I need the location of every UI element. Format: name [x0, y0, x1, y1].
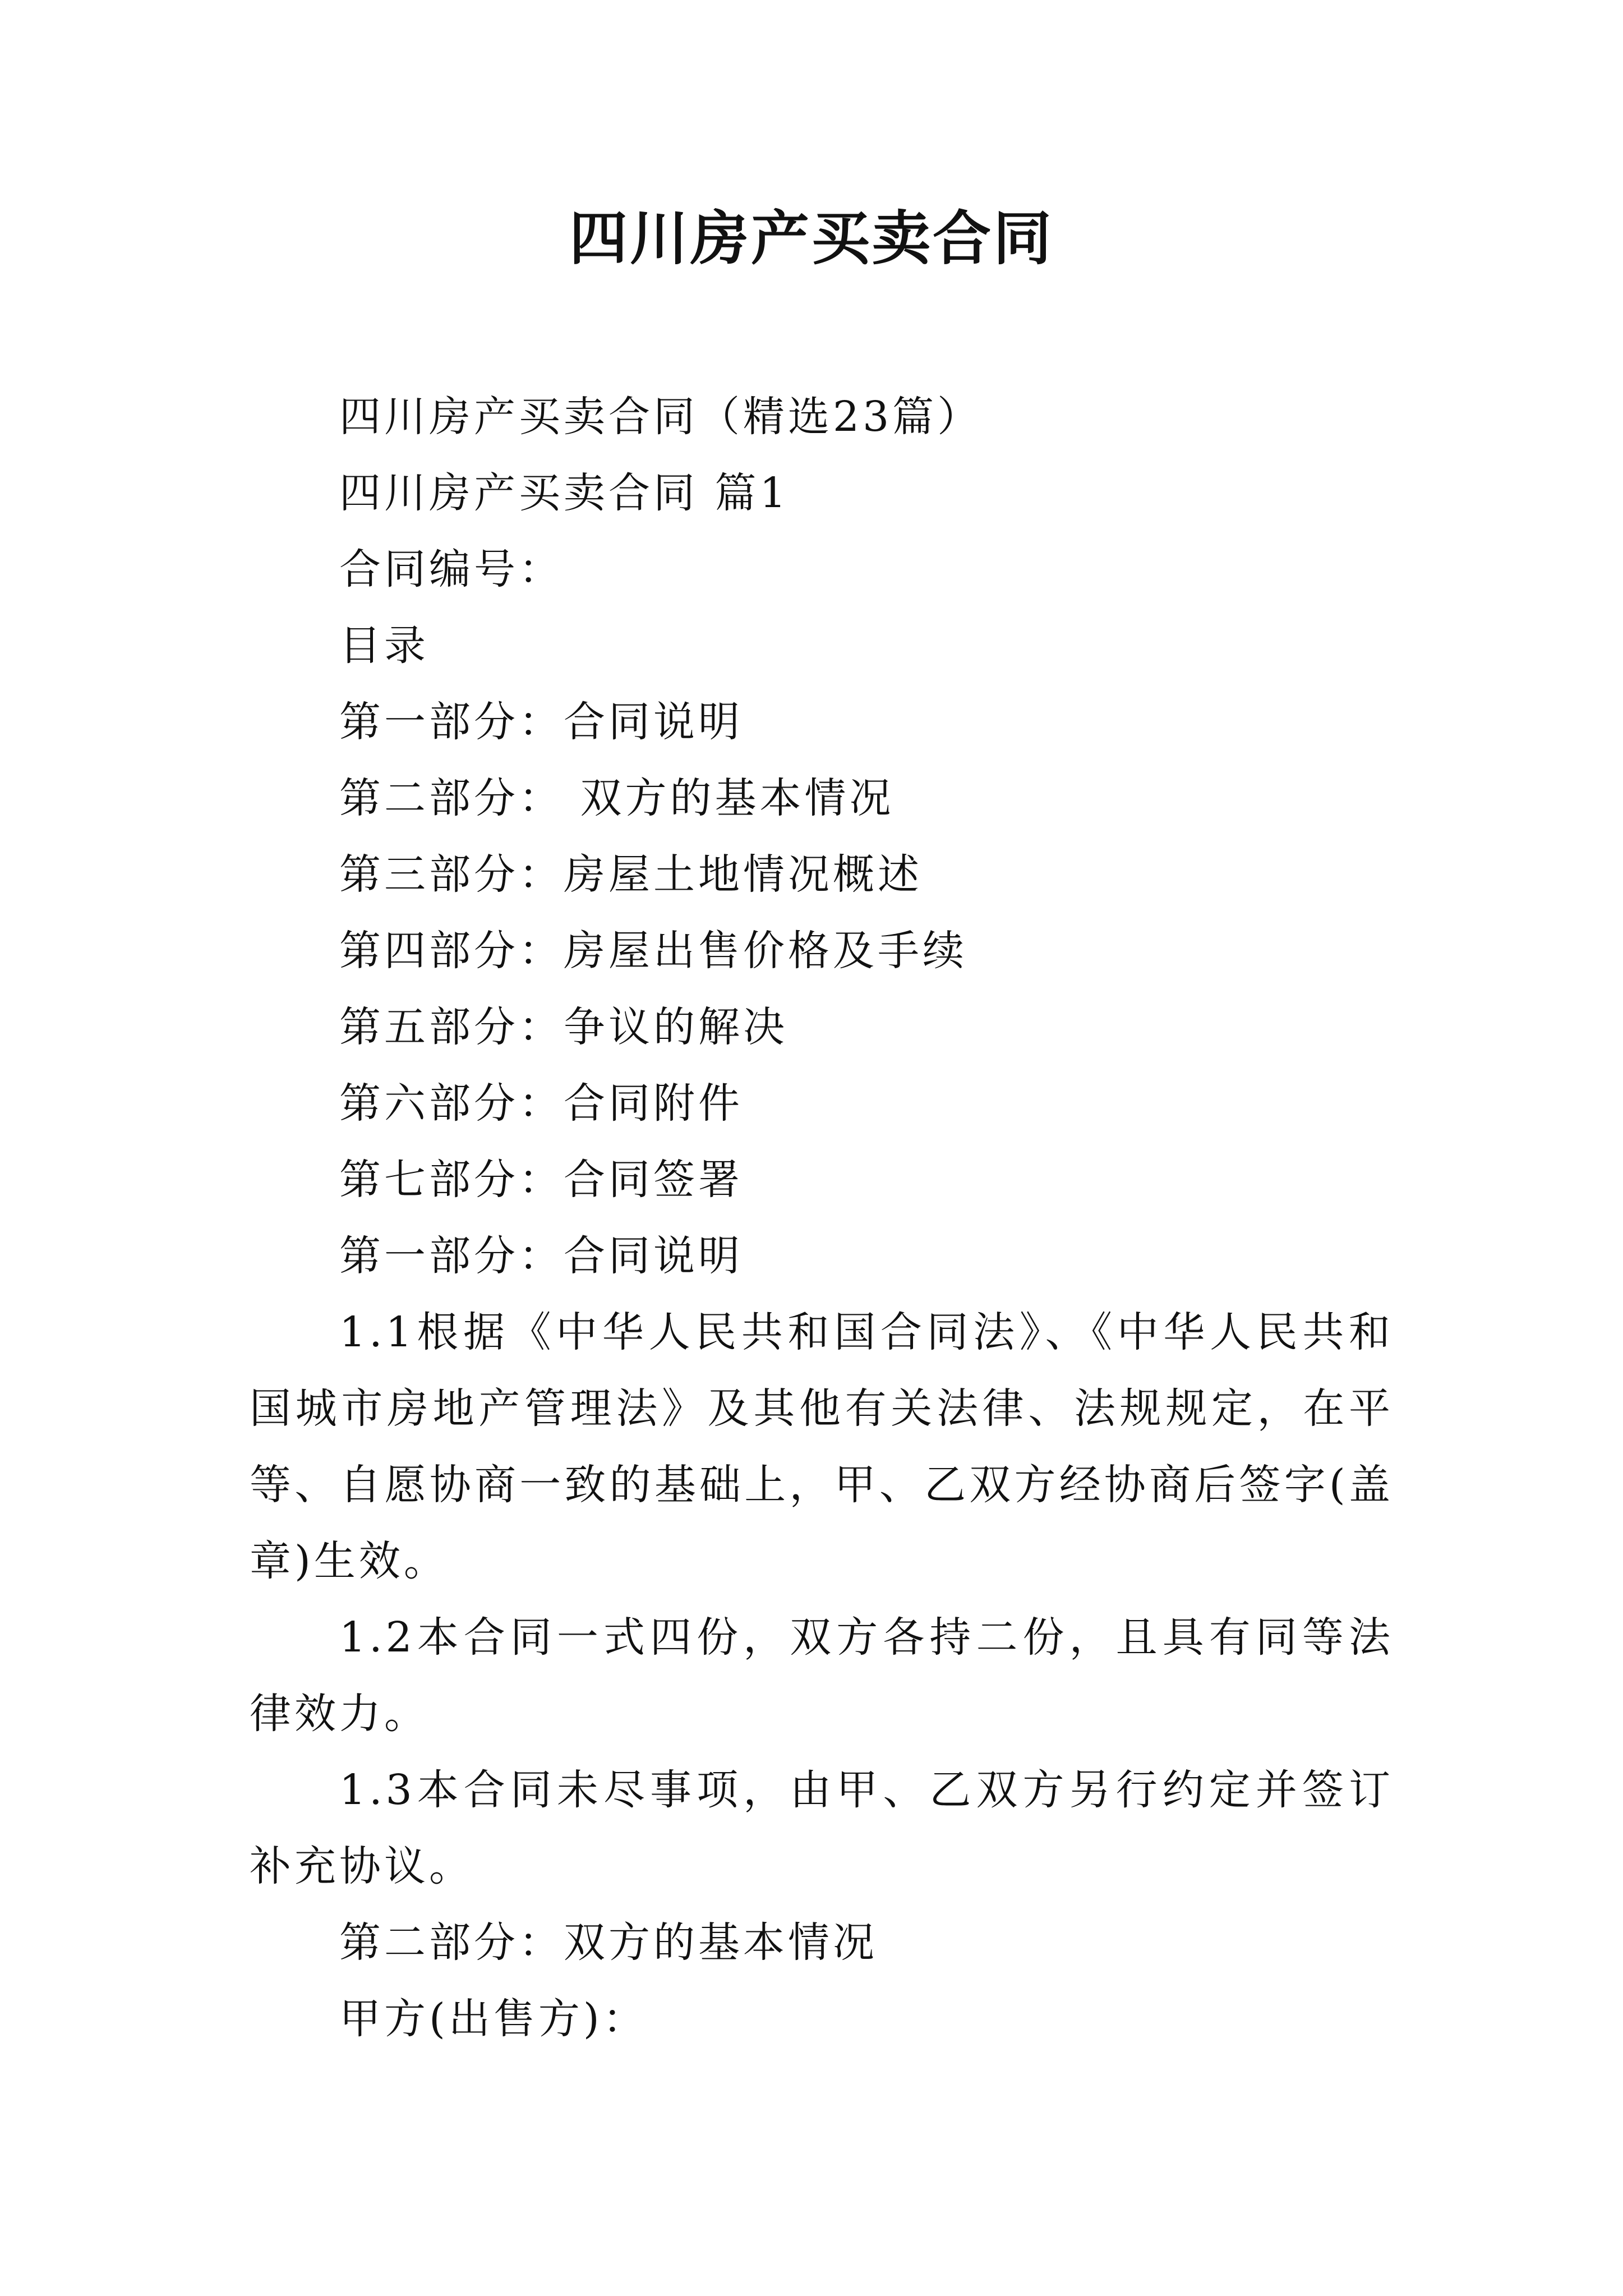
toc-item: 第五部分：争议的解决 — [339, 1003, 788, 1051]
section-heading: 四川房产买卖合同 篇1 — [339, 469, 790, 517]
party-label: 甲方(出售方)： — [339, 1995, 648, 2043]
clause-paragraph: 1.3本合同未尽事项，由甲、乙双方另行约定并签订补充协议。 — [250, 1766, 1394, 1890]
subtitle-line: 四川房产买卖合同（精选23篇） — [339, 393, 983, 441]
toc-item: 第三部分：房屋土地情况概述 — [339, 850, 923, 899]
toc-heading: 目录 — [339, 622, 429, 670]
toc-item: 第四部分：房屋出售价格及手续 — [339, 927, 967, 975]
clause-paragraph: 1.2本合同一式四份，双方各持二份，且具有同等法律效力。 — [250, 1613, 1394, 1738]
toc-item: 第七部分：合同签署 — [339, 1156, 743, 1204]
toc-item: 第一部分：合同说明 — [339, 698, 743, 746]
toc-item: 第二部分： 双方的基本情况 — [339, 774, 895, 822]
document-title: 四川房产买卖合同 — [569, 204, 1054, 273]
document-body — [250, 379, 1394, 2057]
contract-number-label: 合同编号： — [339, 545, 564, 593]
clause-paragraph: 1.1根据《中华人民共和国合同法》、《中华人民共和国城市房地产管理法》及其他有关法律、法规规定，在平等、自愿协商一致的基础上，甲、乙双方经协商后签字(盖章)生效。 — [250, 1308, 1394, 1585]
part-heading: 第一部分：合同说明 — [339, 1232, 743, 1280]
part-heading: 第二部分：双方的基本情况 — [339, 1918, 878, 1967]
toc-item: 第六部分：合同附件 — [339, 1079, 743, 1128]
